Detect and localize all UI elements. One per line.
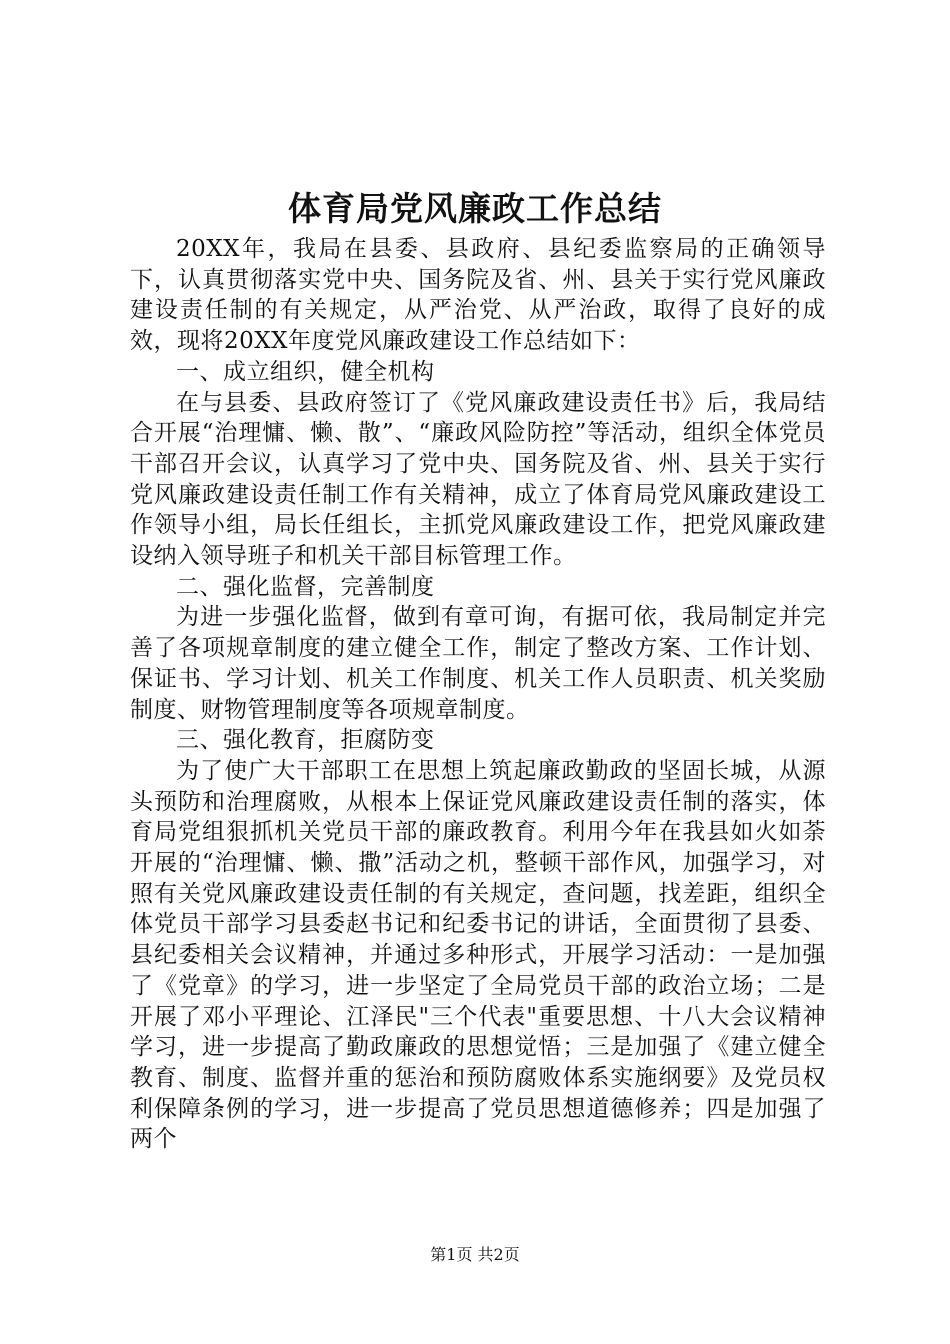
paragraph-section-3: 为了使广大干部职工在思想上筑起廉政勤政的坚固长城，从源头预防和治理腐败，从根本上保证党风廉政建设责任制的落实，体育局党组狠抓机关党员干部的廉政教育。利用今年在我县如火如荼开展的“治理慵、懒、撒”活动之机，整顿干部作风，加强学习，对照有关党风廉政建设责任制的有关规定，查问题，找差距，组织全体党员干部学习县委赵书记和纪委书记的讲话，全面贯彻了县委、县纪委相关会议精神，并通过多种形式，开展学习活动：一是加强了《党章》的学习，进一步坚定了全局党员干部的政治立场；二是开展了邓小平理论、江泽民"三个代表"重要思想、十八大会议精神学习，进一步提高了勤政廉政的思想觉悟；三是加强了《建立健全教育、制度、监督并重的惩治和预防腐败体系实施纲要》及党员权利保障条例的学习，进一步提高了党员思想道德修养；四是加强了两个 xyxy=(130,757,826,1153)
section-heading-3: 三、强化教育，拒腐防变 xyxy=(176,727,435,754)
paragraph-intro: 20XX年，我局在县委、县政府、县纪委监察局的正确领导下，认真贯彻落实党中央、国务院及省、州、县关于实行党风廉政建设责任制的有关规定，从严治党、从严治政，取得了良好的成效，现将20XX年度党风廉政建设工作总结如下： xyxy=(130,236,826,355)
section-heading-1: 一、成立组织，健全机构 xyxy=(176,358,435,385)
paragraph-section-1: 在与县委、县政府签订了《党风廉政建设责任书》后，我局结合开展“治理慵、懒、散”、“廉政风险防控”等活动，组织全体党员干部召开会议，认真学习了党中央、国务院及省、州、县关于实行党风廉政建设责任制工作有关精神，成立了体育局党风廉政建设工作领导小组，局长任组长，主抓党风廉政建设工作，把党风廉政建设纳入领导班子和机关干部目标管理工作。 xyxy=(130,389,826,570)
document-title: 体育局党风廉政工作总结 xyxy=(288,189,662,228)
document-body xyxy=(130,234,826,1155)
section-heading-2: 二、强化监督，完善制度 xyxy=(176,573,435,600)
page-number-footer: 第1页 共2页 xyxy=(430,1245,520,1264)
paragraph-section-2: 为进一步强化监督，做到有章可询，有据可依，我局制定并完善了各项规章制度的建立健全工作，制定了整改方案、工作计划、保证书、学习计划、机关工作制度、机关工作人员职责、机关奖励制度、财物管理制度等各项规章制度。 xyxy=(130,604,826,723)
